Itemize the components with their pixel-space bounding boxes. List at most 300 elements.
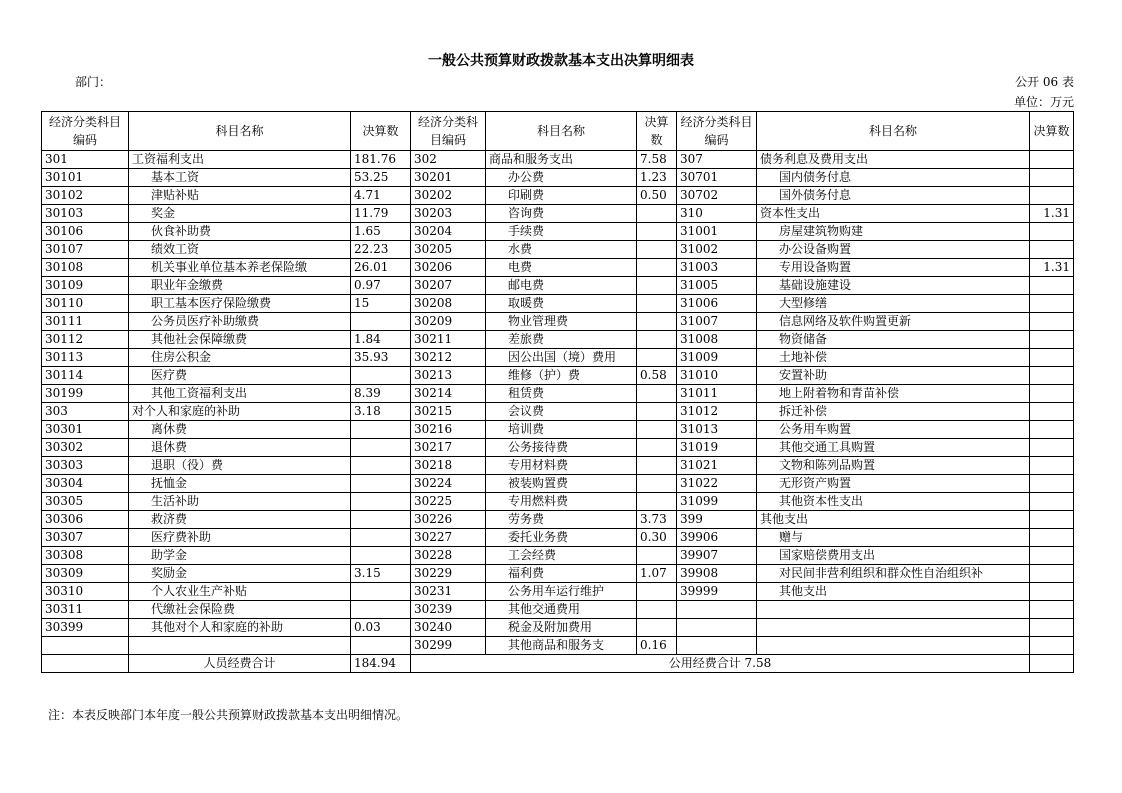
cell-name: 医疗费补助: [129, 529, 351, 547]
cell-name: 机关事业单位基本养老保险缴: [129, 259, 351, 277]
cell-name: 国外债务付息: [757, 187, 1030, 205]
department-label: 部门：: [75, 75, 112, 89]
cell-code: 30113: [42, 349, 129, 367]
cell-amount: [351, 439, 411, 457]
table-row: [42, 511, 1074, 529]
cell-name: 维修（护）费: [486, 367, 637, 385]
cell-amount: [637, 619, 677, 637]
cell-code: 30108: [42, 259, 129, 277]
cell-name: 无形资产购置: [757, 475, 1030, 493]
cell-code: 30204: [411, 223, 486, 241]
cell-code: 30211: [411, 331, 486, 349]
cell-name: 国内债务付息: [757, 169, 1030, 187]
cell-name: 生活补助: [129, 493, 351, 511]
cell-code: 30110: [42, 295, 129, 313]
cell-amount: [637, 349, 677, 367]
cell-amount: [637, 475, 677, 493]
table-row: [42, 637, 1074, 655]
cell-amount: [1030, 385, 1074, 403]
cell-name: 因公出国（境）费用: [486, 349, 637, 367]
cell-name: [757, 601, 1030, 619]
cell-name: 邮电费: [486, 277, 637, 295]
cell-name: 被装购置费: [486, 475, 637, 493]
table-row: [42, 241, 1074, 259]
cell-code: 302: [411, 151, 486, 169]
cell-code: [677, 619, 757, 637]
cell-name: 租赁费: [486, 385, 637, 403]
cell-name: 其他交通费用: [486, 601, 637, 619]
totals-blank: [42, 655, 129, 673]
cell-amount: 1.07: [637, 565, 677, 583]
cell-name: 印刷费: [486, 187, 637, 205]
totals-blank-end: [1030, 655, 1074, 673]
cell-amount: [1030, 511, 1074, 529]
cell-name: 福利费: [486, 565, 637, 583]
cell-name: 其他支出: [757, 511, 1030, 529]
cell-code: 30225: [411, 493, 486, 511]
totals-row: [42, 655, 1074, 673]
cell-amount: [351, 367, 411, 385]
cell-code: 31021: [677, 457, 757, 475]
cell-code: 30107: [42, 241, 129, 259]
cell-amount: 53.25: [351, 169, 411, 187]
cell-name: 赠与: [757, 529, 1030, 547]
cell-amount: 0.50: [637, 187, 677, 205]
cell-name: 其他资本性支出: [757, 493, 1030, 511]
cell-code: 30102: [42, 187, 129, 205]
cell-name: 国家赔偿费用支出: [757, 547, 1030, 565]
cell-code: 310: [677, 205, 757, 223]
cell-code: 301: [42, 151, 129, 169]
footnote: 注：本表反映部门本年度一般公共预算财政拨款基本支出明细情况。: [48, 708, 409, 722]
cell-amount: 1.31: [1030, 259, 1074, 277]
cell-code: 30207: [411, 277, 486, 295]
report-title: 一般公共预算财政拨款基本支出决算明细表: [428, 53, 694, 69]
table-row: [42, 367, 1074, 385]
cell-amount: [1030, 529, 1074, 547]
cell-amount: [1030, 313, 1074, 331]
cell-code: 30111: [42, 313, 129, 331]
cell-code: 31001: [677, 223, 757, 241]
cell-amount: [1030, 349, 1074, 367]
cell-name: 咨询费: [486, 205, 637, 223]
cell-code: 30311: [42, 601, 129, 619]
cell-name: 税金及附加费用: [486, 619, 637, 637]
cell-name: 其他社会保障缴费: [129, 331, 351, 349]
cell-amount: 1.23: [637, 169, 677, 187]
cell-amount: [1030, 403, 1074, 421]
cell-code: 31013: [677, 421, 757, 439]
cell-code: 30229: [411, 565, 486, 583]
table-row: [42, 457, 1074, 475]
cell-code: 39907: [677, 547, 757, 565]
cell-code: 30114: [42, 367, 129, 385]
table-row: [42, 205, 1074, 223]
cell-amount: [1030, 457, 1074, 475]
cell-amount: 0.97: [351, 277, 411, 295]
cell-code: [677, 637, 757, 655]
cell-name: 职业年金缴费: [129, 277, 351, 295]
header-amount-2: 决算数: [637, 112, 677, 151]
cell-code: 31009: [677, 349, 757, 367]
cell-amount: [637, 583, 677, 601]
cell-amount: [1030, 601, 1074, 619]
cell-amount: 26.01: [351, 259, 411, 277]
cell-amount: [637, 295, 677, 313]
table-row: [42, 619, 1074, 637]
cell-code: 30227: [411, 529, 486, 547]
cell-name: 离休费: [129, 421, 351, 439]
unit-label: 单位：万元: [1013, 95, 1074, 109]
cell-name: 个人农业生产补贴: [129, 583, 351, 601]
cell-code: 31007: [677, 313, 757, 331]
cell-code: 31002: [677, 241, 757, 259]
cell-amount: 11.79: [351, 205, 411, 223]
cell-amount: [1030, 619, 1074, 637]
cell-amount: [1030, 475, 1074, 493]
cell-name: 办公设备购置: [757, 241, 1030, 259]
table-row: [42, 313, 1074, 331]
cell-code: 31008: [677, 331, 757, 349]
cell-code: 30228: [411, 547, 486, 565]
cell-amount: [637, 403, 677, 421]
cell-name: 基本工资: [129, 169, 351, 187]
cell-amount: [637, 331, 677, 349]
cell-name: 差旅费: [486, 331, 637, 349]
cell-name: 职工基本医疗保险缴费: [129, 295, 351, 313]
cell-code: 30216: [411, 421, 486, 439]
cell-name: 劳务费: [486, 511, 637, 529]
cell-code: 30213: [411, 367, 486, 385]
form-code: 公开 06 表: [1015, 75, 1074, 89]
cell-code: 30303: [42, 457, 129, 475]
cell-code: 30208: [411, 295, 486, 313]
cell-name: 津贴补贴: [129, 187, 351, 205]
table-row: [42, 169, 1074, 187]
cell-name: 委托业务费: [486, 529, 637, 547]
cell-amount: 3.73: [637, 511, 677, 529]
cell-name: 信息网络及软件购置更新: [757, 313, 1030, 331]
cell-name: 住房公积金: [129, 349, 351, 367]
cell-code: 31019: [677, 439, 757, 457]
cell-amount: [351, 547, 411, 565]
cell-code: 30702: [677, 187, 757, 205]
cell-amount: 1.31: [1030, 205, 1074, 223]
cell-code: 30231: [411, 583, 486, 601]
cell-amount: [351, 475, 411, 493]
cell-name: 对个人和家庭的补助: [129, 403, 351, 421]
header-name-2: 科目名称: [486, 112, 637, 151]
cell-amount: [1030, 565, 1074, 583]
header-code-3: 经济分类科目编码: [677, 112, 757, 151]
cell-name: 培训费: [486, 421, 637, 439]
cell-amount: 0.03: [351, 619, 411, 637]
cell-code: 30212: [411, 349, 486, 367]
table-row: [42, 259, 1074, 277]
cell-code: 399: [677, 511, 757, 529]
cell-code: 30306: [42, 511, 129, 529]
cell-code: 30299: [411, 637, 486, 655]
cell-name: 物业管理费: [486, 313, 637, 331]
cell-name: 其他支出: [757, 583, 1030, 601]
cell-name: 奖金: [129, 205, 351, 223]
cell-code: 31012: [677, 403, 757, 421]
cell-amount: 8.39: [351, 385, 411, 403]
header-name-3: 科目名称: [757, 112, 1030, 151]
cell-name: 伙食补助费: [129, 223, 351, 241]
cell-amount: [1030, 547, 1074, 565]
cell-code: 30103: [42, 205, 129, 223]
cell-amount: 1.84: [351, 331, 411, 349]
cell-name: 拆迁补偿: [757, 403, 1030, 421]
cell-amount: 35.93: [351, 349, 411, 367]
personnel-total-label: 人员经费合计: [129, 655, 351, 673]
cell-code: 30240: [411, 619, 486, 637]
cell-name: 专用设备购置: [757, 259, 1030, 277]
cell-amount: [351, 313, 411, 331]
table-row: [42, 277, 1074, 295]
cell-name: 大型修缮: [757, 295, 1030, 313]
table-row: [42, 601, 1074, 619]
cell-code: [42, 637, 129, 655]
cell-amount: [1030, 367, 1074, 385]
cell-name: 办公费: [486, 169, 637, 187]
cell-amount: 181.76: [351, 151, 411, 169]
table-row: [42, 331, 1074, 349]
cell-code: 303: [42, 403, 129, 421]
cell-name: [757, 637, 1030, 655]
cell-code: [677, 601, 757, 619]
cell-code: 30199: [42, 385, 129, 403]
cell-name: 绩效工资: [129, 241, 351, 259]
cell-amount: [637, 547, 677, 565]
header-amount-3: 决算数: [1030, 112, 1074, 151]
cell-amount: 7.58: [637, 151, 677, 169]
cell-amount: [1030, 637, 1074, 655]
cell-amount: [637, 313, 677, 331]
cell-code: 30309: [42, 565, 129, 583]
cell-code: 39906: [677, 529, 757, 547]
cell-amount: [1030, 493, 1074, 511]
cell-name: 助学金: [129, 547, 351, 565]
cell-amount: [637, 601, 677, 619]
header-amount-1: 决算数: [351, 112, 411, 151]
cell-code: 30310: [42, 583, 129, 601]
cell-name: 房屋建筑物购建: [757, 223, 1030, 241]
cell-amount: [1030, 241, 1074, 259]
cell-amount: 3.15: [351, 565, 411, 583]
cell-code: 30305: [42, 493, 129, 511]
cell-name: 抚恤金: [129, 475, 351, 493]
cell-amount: [1030, 421, 1074, 439]
cell-code: 30106: [42, 223, 129, 241]
cell-amount: 4.71: [351, 187, 411, 205]
cell-amount: 3.18: [351, 403, 411, 421]
cell-name: 文物和陈列品购置: [757, 457, 1030, 475]
table-row: [42, 151, 1074, 169]
expenditure-table: [41, 111, 1074, 673]
cell-name: 土地补偿: [757, 349, 1030, 367]
cell-amount: [637, 205, 677, 223]
table-row: [42, 439, 1074, 457]
cell-amount: [637, 385, 677, 403]
personnel-total-value: 184.94: [351, 655, 411, 673]
cell-code: 39908: [677, 565, 757, 583]
table-row: [42, 421, 1074, 439]
cell-name: 公务接待费: [486, 439, 637, 457]
table-row: [42, 385, 1074, 403]
cell-name: 安置补助: [757, 367, 1030, 385]
cell-amount: 15: [351, 295, 411, 313]
header-code-2: 经济分类科目编码: [411, 112, 486, 151]
cell-name: 公务员医疗补助缴费: [129, 313, 351, 331]
cell-name: 其他工资福利支出: [129, 385, 351, 403]
table-row: [42, 403, 1074, 421]
cell-code: 30206: [411, 259, 486, 277]
cell-code: 31005: [677, 277, 757, 295]
cell-amount: [1030, 295, 1074, 313]
cell-amount: [351, 457, 411, 475]
cell-amount: [351, 637, 411, 655]
table-row: [42, 223, 1074, 241]
cell-amount: [351, 583, 411, 601]
cell-code: 30214: [411, 385, 486, 403]
cell-amount: [637, 223, 677, 241]
cell-code: 31099: [677, 493, 757, 511]
table-row: [42, 349, 1074, 367]
cell-name: 电费: [486, 259, 637, 277]
cell-name: 专用燃料费: [486, 493, 637, 511]
cell-code: 30308: [42, 547, 129, 565]
cell-amount: [351, 493, 411, 511]
cell-code: 30202: [411, 187, 486, 205]
table-row: [42, 547, 1074, 565]
cell-code: 30217: [411, 439, 486, 457]
cell-name: 债务利息及费用支出: [757, 151, 1030, 169]
table-row: [42, 493, 1074, 511]
cell-name: 其他交通工具购置: [757, 439, 1030, 457]
cell-name: 其他商品和服务支: [486, 637, 637, 655]
cell-code: 30701: [677, 169, 757, 187]
cell-code: 30201: [411, 169, 486, 187]
cell-name: 物资储备: [757, 331, 1030, 349]
cell-name: [129, 637, 351, 655]
cell-amount: [351, 511, 411, 529]
cell-amount: [351, 529, 411, 547]
cell-amount: [637, 241, 677, 259]
table-row: [42, 583, 1074, 601]
cell-code: 30239: [411, 601, 486, 619]
cell-code: 39999: [677, 583, 757, 601]
table-row: [42, 475, 1074, 493]
cell-amount: [1030, 151, 1074, 169]
cell-code: 30301: [42, 421, 129, 439]
cell-name: 专用材料费: [486, 457, 637, 475]
cell-code: 31011: [677, 385, 757, 403]
cell-name: 医疗费: [129, 367, 351, 385]
cell-amount: [1030, 583, 1074, 601]
cell-name: [757, 619, 1030, 637]
cell-name: 工会经费: [486, 547, 637, 565]
cell-name: 退休费: [129, 439, 351, 457]
cell-code: 30302: [42, 439, 129, 457]
cell-name: 会议费: [486, 403, 637, 421]
cell-code: 30307: [42, 529, 129, 547]
cell-code: 30218: [411, 457, 486, 475]
cell-amount: 0.58: [637, 367, 677, 385]
cell-amount: [637, 259, 677, 277]
cell-code: 31010: [677, 367, 757, 385]
cell-code: 30209: [411, 313, 486, 331]
cell-amount: 0.30: [637, 529, 677, 547]
cell-amount: [1030, 187, 1074, 205]
cell-name: 公务用车购置: [757, 421, 1030, 439]
table-row: [42, 295, 1074, 313]
cell-amount: [1030, 223, 1074, 241]
cell-name: 水费: [486, 241, 637, 259]
cell-amount: [637, 439, 677, 457]
header-name-1: 科目名称: [129, 112, 351, 151]
table-row: [42, 565, 1074, 583]
cell-code: 30112: [42, 331, 129, 349]
cell-name: 商品和服务支出: [486, 151, 637, 169]
cell-amount: [637, 421, 677, 439]
header-code-1: 经济分类科目编码: [42, 112, 129, 151]
cell-name: 资本性支出: [757, 205, 1030, 223]
cell-code: 30224: [411, 475, 486, 493]
cell-code: 30226: [411, 511, 486, 529]
cell-name: 对民间非营利组织和群众性自治组织补: [757, 565, 1030, 583]
cell-name: 手续费: [486, 223, 637, 241]
table-row: [42, 187, 1074, 205]
cell-name: 公务用车运行维护: [486, 583, 637, 601]
cell-name: 基础设施建设: [757, 277, 1030, 295]
cell-amount: [1030, 331, 1074, 349]
cell-amount: [351, 601, 411, 619]
cell-name: 救济费: [129, 511, 351, 529]
cell-code: 30399: [42, 619, 129, 637]
table-row: [42, 529, 1074, 547]
cell-name: 奖励金: [129, 565, 351, 583]
cell-name: 其他对个人和家庭的补助: [129, 619, 351, 637]
cell-code: 31022: [677, 475, 757, 493]
cell-amount: 22.23: [351, 241, 411, 259]
public-total: 公用经费合计 7.58: [411, 655, 1030, 673]
cell-amount: [637, 277, 677, 295]
cell-name: 取暖费: [486, 295, 637, 313]
cell-name: 退职（役）费: [129, 457, 351, 475]
cell-amount: 0.16: [637, 637, 677, 655]
cell-name: 代缴社会保险费: [129, 601, 351, 619]
cell-code: 30109: [42, 277, 129, 295]
cell-amount: [637, 493, 677, 511]
cell-name: 工资福利支出: [129, 151, 351, 169]
cell-code: 30203: [411, 205, 486, 223]
table-header-row: [42, 112, 1074, 151]
cell-amount: [1030, 277, 1074, 295]
cell-code: 31006: [677, 295, 757, 313]
cell-code: 30205: [411, 241, 486, 259]
cell-code: 31003: [677, 259, 757, 277]
cell-amount: 1.65: [351, 223, 411, 241]
cell-amount: [1030, 169, 1074, 187]
cell-name: 地上附着物和青苗补偿: [757, 385, 1030, 403]
cell-code: 30304: [42, 475, 129, 493]
cell-amount: [637, 457, 677, 475]
cell-amount: [1030, 439, 1074, 457]
cell-code: 307: [677, 151, 757, 169]
cell-code: 30101: [42, 169, 129, 187]
